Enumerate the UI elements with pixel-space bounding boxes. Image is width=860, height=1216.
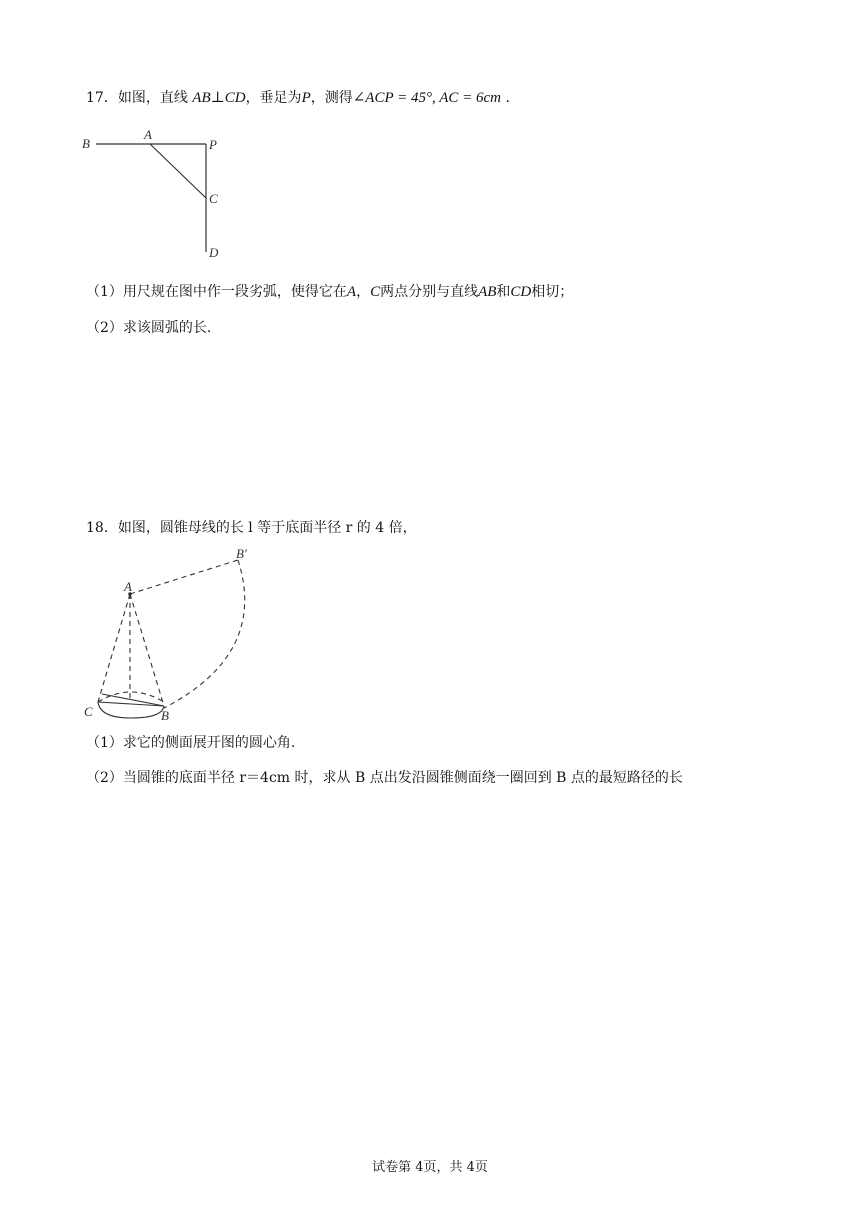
- q17-intro-b: ，垂足为: [245, 90, 302, 106]
- q17-number: 17．: [86, 90, 118, 106]
- q18-part2: （2）当圆锥的底面半径 r＝4cm 时，求从 B 点出发沿圆锥侧面绕一圈回到 B 点的最短路径的长: [86, 770, 683, 786]
- q17-intro-c: ，测得: [310, 90, 353, 106]
- segment-ac: [150, 144, 206, 198]
- label-c: C: [209, 191, 218, 206]
- q17-intro-end: .: [505, 90, 510, 106]
- dashed-generatrix-ab: [130, 594, 164, 706]
- q18-intro: 如图，圆锥母线的长 l 等于底面半径 r 的 4 倍，: [117, 520, 417, 536]
- q17-foot-point: P: [301, 90, 311, 106]
- q17-part1-point-a: A: [346, 284, 357, 300]
- q17-part1-line-ab: AB: [478, 284, 497, 300]
- label-b-prime: B′: [236, 546, 247, 561]
- label-c: C: [84, 704, 93, 719]
- q18-figure: [78, 544, 268, 724]
- q17-part1-line-cd: CD: [510, 284, 532, 300]
- q18-part1: （1）求它的侧面展开图的圆心角.: [86, 735, 296, 751]
- q17-statement: [86, 88, 510, 108]
- page-footer: 试卷第 4页，共 4页: [372, 1160, 488, 1175]
- q17-part1-c: ，: [356, 284, 371, 300]
- label-a: A: [144, 128, 152, 142]
- label-b: B: [82, 136, 90, 151]
- q17-part1-point-c: C: [370, 284, 381, 300]
- label-b: B: [161, 708, 169, 723]
- label-d: D: [209, 245, 219, 260]
- q18-statement: [86, 518, 417, 538]
- q17-part1-i: 相切；: [531, 284, 574, 300]
- dashed-generatrix-ac: [98, 594, 130, 702]
- q17-part2: （2）求该圆弧的长.: [86, 320, 212, 336]
- q17-part1: [86, 282, 573, 302]
- q17-intro-a: 如图，直线: [117, 90, 188, 106]
- q17-given-formula: ∠ACP = 45°, AC = 6cm: [352, 90, 501, 106]
- q17-part1-a: （1）用尺规在图中作一段劣弧，使得它在: [86, 284, 347, 300]
- q18-number: 18．: [86, 520, 118, 536]
- dashed-ab-prime: [130, 560, 238, 594]
- dashed-base-back: [98, 692, 164, 702]
- label-p: P: [209, 137, 217, 152]
- q17-part1-g: 和: [496, 284, 511, 300]
- label-a: A: [124, 579, 132, 594]
- q17-figure: [78, 128, 238, 263]
- q17-part1-e: 两点分别与直线: [380, 284, 479, 300]
- q17-perp-formula: AB⊥CD: [192, 90, 246, 106]
- dashed-unfold-arc: [164, 560, 245, 708]
